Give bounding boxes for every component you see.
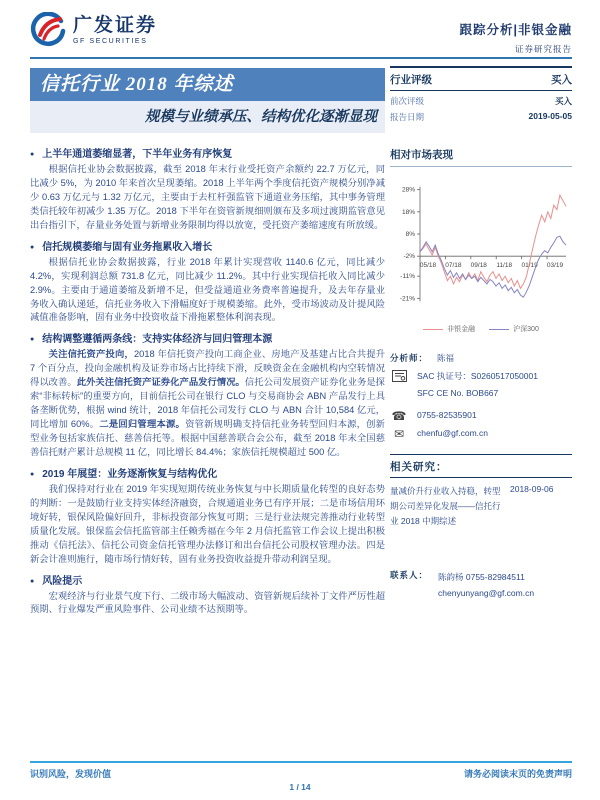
section-heading-text: 2019 年展望：业务逐渐恢复与结构优化 (42, 468, 218, 480)
report-sections (30, 140, 385, 621)
series-沪深300 (420, 236, 566, 297)
certificate-icon (390, 370, 408, 384)
contact-email: chenyunyang@gf.com.cn (438, 587, 535, 598)
legend-label: 沪深300 (513, 326, 539, 333)
report-title: 信托行业 2018 年综述 (30, 68, 385, 101)
svg-text:-2%: -2% (403, 253, 415, 261)
report-section (30, 145, 385, 233)
chart-holder (390, 175, 572, 322)
analyst-sac: SAC 执证号：S0260517050001 (417, 371, 538, 381)
brand-name-en: GF SECURITIES (73, 37, 148, 45)
paragraph-text: 二是回归管理本源。 (99, 419, 186, 430)
header-meta (460, 12, 573, 55)
rating-rows (390, 91, 572, 123)
bullet-icon: ● (30, 336, 35, 344)
svg-text:05/18: 05/18 (419, 262, 437, 270)
related-research-title: 量减价升行业收入持稳，转型期公司差异化发展——信托行业 2018 中期综述 (390, 486, 501, 526)
related-research-items (390, 484, 572, 529)
report-doc-type: 证券研究报告 (514, 44, 572, 54)
contact-block (390, 569, 572, 601)
contact-details (438, 569, 534, 601)
brand-text (73, 16, 157, 45)
legend-label: 非银金融 (447, 326, 476, 333)
rating-value: 买入 (551, 74, 572, 86)
svg-text:18%: 18% (401, 208, 415, 216)
page-number: 1 / 14 (289, 782, 311, 792)
analyst-sfc: SFC CE No. BOB667 (417, 388, 499, 398)
footer-disclaimer: 请务必阅读末页的免责声明 (463, 769, 572, 779)
paragraph-text: 信托公司发展资产证券化业务是探索“非标转标”的重要方向，目前信托公司在银行 CLO 与交易商协会 ABN 产品发行上具备垄断优势，根据 wind 统计，2018 年信托公司发行 CLO 与 ABN 合计 10,584 亿元，同比增加 60%。 (30, 377, 385, 430)
svg-text:01/19: 01/19 (521, 262, 538, 270)
footer-divider (30, 761, 572, 763)
section-paragraph (30, 256, 385, 326)
analyst-email: chenfu@gf.com.cn (417, 428, 488, 438)
section-heading-text: 结构调整遵循两条线：支持实体经济与回归管理本源 (42, 334, 273, 346)
section-heading (30, 145, 385, 160)
paragraph-text: 根据信托业协会数据披露，截至 2018 年末行业受托资产余额约 22.7 万亿元，同比减少 5%，为 2010 年来首次呈现萎缩。2018 上半年两个季度信托资产规模分别净减少 0.63 万亿元与 1.32 万亿元，主要由于去杠杆强监管下通道业务压缩，其中事务管理类信托较年初减少 1.35 万亿。2018 下半年在资管新规细则颁布及多项过渡期监管意见出台指引下，存量业务处置与新增业务限制均得以放宽，受托资产萎缩速度有所放缓。 (30, 164, 385, 230)
paragraph-text: 宏观经济与行业景气度下行、二级市场大幅波动、资管新规后续补丁文件严厉性超预期、行业爆发严重风险事件、公司业绩不达预期等。 (30, 590, 385, 615)
report-subtitle: 规模与业绩承压、结构优化逐渐显现 (30, 101, 385, 133)
report-section (30, 572, 385, 618)
envelope-icon: ✉ (393, 427, 405, 441)
report-section (30, 238, 385, 326)
related-research-item (390, 484, 572, 529)
paragraph-text: 2018 年信托资产投向工商企业、房地产及基建占比合共提升 7 个百分点，投向金融机构及证券市场占比持续下滑，反映资金在金融机构内空转情况得以改善。 (30, 349, 385, 388)
footer-slogan: 识别风险，发现价值 (30, 769, 112, 779)
header-divider (30, 57, 572, 59)
relative-performance-chart (390, 175, 572, 317)
analyst-certs (417, 370, 538, 404)
rating-row-value: 买入 (554, 96, 572, 106)
svg-text:11/18: 11/18 (496, 262, 513, 270)
section-heading (30, 465, 385, 480)
svg-text:-11%: -11% (400, 273, 415, 281)
svg-text:09/18: 09/18 (470, 262, 487, 270)
paragraph-text: 此外关注信托资产证券化产品发行情况。 (76, 377, 245, 388)
footer (30, 767, 572, 780)
brand-name-cn: 广发证券 (73, 14, 158, 36)
section-heading (30, 330, 385, 345)
rating-header-row (390, 68, 572, 91)
legend-item (423, 324, 475, 334)
paragraph-text: 我们保持对行业在 2019 年实现短期传统业务恢复与中长期质量化转型的良好态势的判断：一是鼓励行业支持实体经济融资，合规通道业务已有序开展；二是市场信用环境好转，银保风险偏好回升，非标投资部分恢复可期；三是行业法规完善推动行业转型质量化发展。银保监会信托监管部主任赖秀福在今年 2 月信托监管工作会议上提出积极推动《信托法》、信托公司资金信托管理办法修订和出台信托公司股权管理办法。四是新会计准则施行，随市场行情好转，固有业务投资收益提升带动利润呈现。 (30, 483, 385, 564)
analyst-label: 分析师： (390, 353, 429, 363)
section-heading-text: 上半年通道萎缩显著，下半年业务有序恢复 (42, 149, 233, 160)
report-sidebar (390, 66, 572, 601)
legend-item (489, 324, 539, 334)
rating-row-label: 前次评级 (390, 96, 425, 106)
report-section (30, 465, 385, 567)
section-heading (30, 572, 385, 587)
rating-row (390, 107, 572, 123)
contact-name-phone: 陈韵杨 0755-82984511 (438, 571, 525, 582)
section-heading (30, 238, 385, 253)
svg-text:07/18: 07/18 (445, 262, 462, 270)
contact-label: 联系人： (390, 569, 429, 580)
paragraph-text: 关注信托资产投向， (48, 349, 134, 360)
report-header (30, 12, 572, 55)
paragraph-text: 资管新规明确支持信托业务转型回归本源，创新型业务包括家族信托、慈善信托等。根据中国慈善联合会公布，截至 2018 年末全国慈善信托财产累计总规模 11 亿，同比增长 84.4%；家族信托规模超过 500 亿。 (30, 419, 385, 457)
rating-label: 行业评级 (390, 74, 432, 86)
bullet-icon: ● (30, 470, 35, 478)
rating-row-value: 2019-05-05 (528, 111, 572, 121)
analyst-block (390, 352, 572, 440)
related-research-heading: 相关研究： (390, 454, 572, 478)
rating-row (390, 91, 572, 107)
related-research-block (390, 454, 572, 529)
related-research-date: 2018-09-06 (510, 484, 554, 494)
series-非银金融 (420, 195, 566, 288)
svg-text:03/19: 03/19 (546, 262, 564, 270)
phone-icon: ☎ (391, 409, 407, 423)
report-section (30, 330, 385, 460)
industry-rating-table (390, 66, 572, 123)
legend-swatch (489, 329, 509, 330)
legend-swatch (423, 329, 443, 330)
rating-row-label: 报告日期 (390, 112, 425, 122)
svg-text:8%: 8% (405, 231, 415, 239)
section-heading-text: 风险提示 (42, 575, 83, 587)
paragraph-text: 根据信托业协会数据披露，行业 2018 年累计实现营收 1140.6 亿元，同比减少 4.2%，实现利润总额 731.8 亿元，同比减少 11.2%。其中行业实现信托收入同比减少 2.9%。主要由于通道萎缩及新增不足，但受益通道业务费率普遍提升，及去年存量业务收入确认递延，信托业务收入下滑幅度好于规模萎缩。此外，受市场波动及计提风险减值准备影响，固有业务中投资收益下滑拖累整体利润表现。 (30, 256, 385, 323)
section-paragraph (30, 483, 385, 567)
svg-text:28%: 28% (401, 186, 415, 194)
report-category: 跟踪分析|非银金融 (459, 23, 572, 37)
analyst-phone: 0755-82535901 (417, 410, 477, 420)
bullet-icon: ● (30, 577, 35, 585)
chart-legend (390, 324, 572, 334)
section-heading-text: 信托规模萎缩与固有业务拖累收入增长 (42, 241, 213, 253)
bullet-icon: ● (30, 151, 35, 158)
relative-performance-block (390, 147, 572, 334)
analyst-name: 陈福 (437, 353, 455, 363)
section-paragraph (30, 163, 385, 233)
section-paragraph (30, 348, 385, 460)
chart-title: 相对市场表现 (390, 147, 572, 167)
gf-logo-icon (30, 12, 66, 48)
brand-block (30, 12, 157, 48)
bullet-icon: ● (30, 243, 35, 251)
svg-text:-21%: -21% (399, 295, 415, 303)
section-paragraph (30, 590, 385, 618)
